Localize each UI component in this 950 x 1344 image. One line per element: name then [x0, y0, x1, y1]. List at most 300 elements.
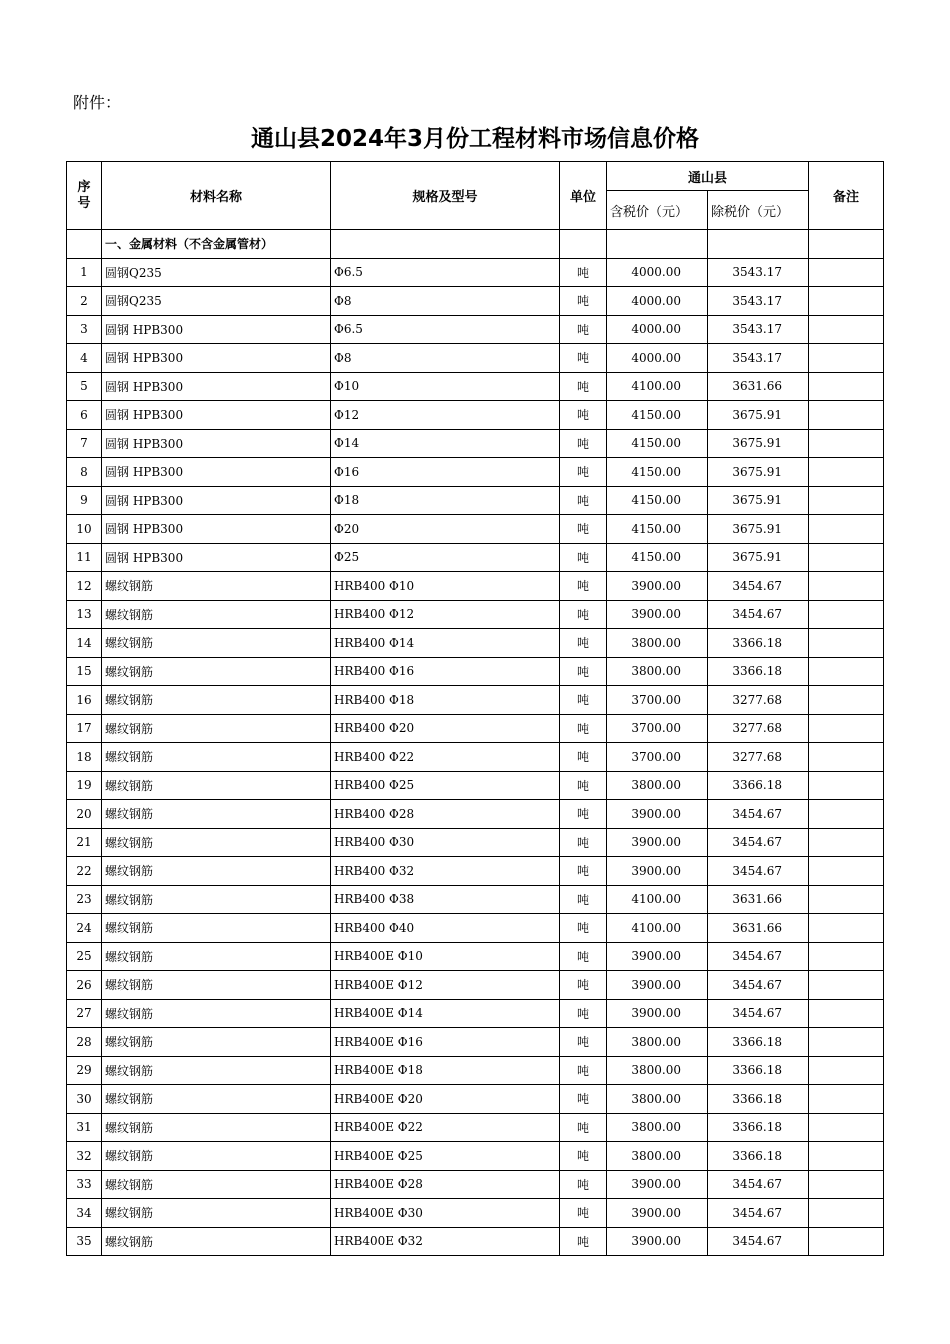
- row-material-name: 圆钢 HPB300: [102, 486, 331, 515]
- row-spec: HRB400 Φ14: [331, 629, 560, 658]
- row-seq: 4: [67, 344, 102, 373]
- row-spec: HRB400 Φ30: [331, 828, 560, 857]
- row-material-name: 螺纹钢筋: [102, 743, 331, 772]
- row-unit: 吨: [560, 315, 607, 344]
- row-seq: 17: [67, 714, 102, 743]
- table-row: [67, 714, 884, 743]
- row-price-tax: 3900.00: [607, 800, 708, 829]
- row-price-tax: 4150.00: [607, 515, 708, 544]
- row-unit: 吨: [560, 885, 607, 914]
- row-remark: [809, 344, 884, 373]
- table-row: [67, 1170, 884, 1199]
- row-price-notax: 3454.67: [708, 971, 809, 1000]
- row-spec: Φ10: [331, 372, 560, 401]
- row-seq: 12: [67, 572, 102, 601]
- row-seq: 1: [67, 258, 102, 287]
- row-price-notax: 3454.67: [708, 999, 809, 1028]
- row-seq: 10: [67, 515, 102, 544]
- row-unit: 吨: [560, 372, 607, 401]
- row-seq: 7: [67, 429, 102, 458]
- row-seq: 31: [67, 1113, 102, 1142]
- table-row: [67, 657, 884, 686]
- row-spec: HRB400 Φ38: [331, 885, 560, 914]
- row-seq: 27: [67, 999, 102, 1028]
- row-price-tax: 3800.00: [607, 771, 708, 800]
- row-price-tax: 3900.00: [607, 828, 708, 857]
- row-remark: [809, 914, 884, 943]
- row-spec: Φ8: [331, 344, 560, 373]
- row-seq: 15: [67, 657, 102, 686]
- row-spec: HRB400E Φ32: [331, 1227, 560, 1256]
- row-material-name: 螺纹钢筋: [102, 971, 331, 1000]
- header-price-tax: 含税价（元）: [607, 191, 708, 230]
- row-material-name: 螺纹钢筋: [102, 629, 331, 658]
- row-price-tax: 4100.00: [607, 914, 708, 943]
- row-seq: 6: [67, 401, 102, 430]
- row-unit: 吨: [560, 857, 607, 886]
- table-row: [67, 743, 884, 772]
- row-spec: HRB400E Φ18: [331, 1056, 560, 1085]
- row-price-notax: 3675.91: [708, 515, 809, 544]
- row-spec: HRB400E Φ25: [331, 1142, 560, 1171]
- row-remark: [809, 258, 884, 287]
- row-spec: HRB400E Φ14: [331, 999, 560, 1028]
- table-row: [67, 857, 884, 886]
- header-name: 材料名称: [102, 162, 331, 230]
- row-material-name: 圆钢 HPB300: [102, 429, 331, 458]
- table-row: [67, 315, 884, 344]
- table-row: [67, 1113, 884, 1142]
- row-price-tax: 4150.00: [607, 458, 708, 487]
- section-seq-cell: [67, 230, 102, 259]
- row-spec: HRB400E Φ10: [331, 942, 560, 971]
- row-price-notax: 3675.91: [708, 401, 809, 430]
- row-price-notax: 3543.17: [708, 344, 809, 373]
- row-unit: 吨: [560, 914, 607, 943]
- row-seq: 3: [67, 315, 102, 344]
- header-price-notax: 除税价（元）: [708, 191, 809, 230]
- row-price-tax: 3700.00: [607, 743, 708, 772]
- row-price-notax: 3454.67: [708, 572, 809, 601]
- row-unit: 吨: [560, 1142, 607, 1171]
- row-unit: 吨: [560, 629, 607, 658]
- row-material-name: 螺纹钢筋: [102, 1028, 331, 1057]
- row-price-notax: 3543.17: [708, 287, 809, 316]
- row-price-notax: 3675.91: [708, 429, 809, 458]
- row-material-name: 螺纹钢筋: [102, 714, 331, 743]
- row-remark: [809, 372, 884, 401]
- row-price-tax: 3800.00: [607, 629, 708, 658]
- row-unit: 吨: [560, 771, 607, 800]
- row-price-tax: 3900.00: [607, 1199, 708, 1228]
- row-spec: HRB400 Φ22: [331, 743, 560, 772]
- row-unit: 吨: [560, 1028, 607, 1057]
- row-material-name: 螺纹钢筋: [102, 885, 331, 914]
- row-material-name: 圆钢 HPB300: [102, 372, 331, 401]
- row-unit: 吨: [560, 1170, 607, 1199]
- row-material-name: 螺纹钢筋: [102, 1085, 331, 1114]
- row-unit: 吨: [560, 743, 607, 772]
- table-row: [67, 486, 884, 515]
- row-price-tax: 3900.00: [607, 971, 708, 1000]
- row-seq: 23: [67, 885, 102, 914]
- row-unit: 吨: [560, 686, 607, 715]
- row-seq: 5: [67, 372, 102, 401]
- row-price-notax: 3366.18: [708, 1113, 809, 1142]
- row-price-tax: 4000.00: [607, 258, 708, 287]
- row-price-tax: 3800.00: [607, 1085, 708, 1114]
- row-price-notax: 3631.66: [708, 914, 809, 943]
- row-material-name: 圆钢 HPB300: [102, 515, 331, 544]
- row-unit: 吨: [560, 714, 607, 743]
- row-remark: [809, 743, 884, 772]
- row-price-notax: 3675.91: [708, 486, 809, 515]
- row-material-name: 螺纹钢筋: [102, 1142, 331, 1171]
- row-spec: HRB400 Φ20: [331, 714, 560, 743]
- section-remark-cell: [809, 230, 884, 259]
- row-price-notax: 3366.18: [708, 1085, 809, 1114]
- row-seq: 25: [67, 942, 102, 971]
- row-price-notax: 3366.18: [708, 1142, 809, 1171]
- row-spec: Φ25: [331, 543, 560, 572]
- row-material-name: 螺纹钢筋: [102, 600, 331, 629]
- row-remark: [809, 401, 884, 430]
- section-unit-cell: [560, 230, 607, 259]
- table-row: [67, 1227, 884, 1256]
- row-spec: HRB400E Φ12: [331, 971, 560, 1000]
- row-spec: HRB400E Φ30: [331, 1199, 560, 1228]
- row-price-tax: 3900.00: [607, 857, 708, 886]
- row-seq: 24: [67, 914, 102, 943]
- row-unit: 吨: [560, 429, 607, 458]
- table-row: [67, 999, 884, 1028]
- row-material-name: 螺纹钢筋: [102, 828, 331, 857]
- section-spec-cell: [331, 230, 560, 259]
- row-remark: [809, 942, 884, 971]
- row-material-name: 圆钢Q235: [102, 258, 331, 287]
- row-unit: 吨: [560, 1199, 607, 1228]
- row-spec: HRB400 Φ28: [331, 800, 560, 829]
- table-row: [67, 686, 884, 715]
- row-remark: [809, 458, 884, 487]
- row-price-tax: 4150.00: [607, 486, 708, 515]
- row-unit: 吨: [560, 999, 607, 1028]
- row-remark: [809, 572, 884, 601]
- row-spec: Φ8: [331, 287, 560, 316]
- row-price-notax: 3366.18: [708, 771, 809, 800]
- row-price-notax: 3454.67: [708, 942, 809, 971]
- table-row: [67, 914, 884, 943]
- row-price-tax: 3700.00: [607, 686, 708, 715]
- row-price-notax: 3454.67: [708, 1170, 809, 1199]
- row-seq: 34: [67, 1199, 102, 1228]
- row-price-tax: 4000.00: [607, 344, 708, 373]
- row-spec: Φ6.5: [331, 315, 560, 344]
- row-material-name: 圆钢 HPB300: [102, 543, 331, 572]
- row-price-tax: 3900.00: [607, 600, 708, 629]
- row-unit: 吨: [560, 1085, 607, 1114]
- row-seq: 19: [67, 771, 102, 800]
- attachment-label: 附件：: [73, 93, 122, 112]
- row-seq: 20: [67, 800, 102, 829]
- row-spec: Φ20: [331, 515, 560, 544]
- row-unit: 吨: [560, 287, 607, 316]
- table-row: [67, 1199, 884, 1228]
- section-row: [67, 230, 884, 259]
- header-seq: [67, 162, 102, 230]
- row-remark: [809, 971, 884, 1000]
- row-price-notax: 3454.67: [708, 828, 809, 857]
- row-remark: [809, 600, 884, 629]
- row-remark: [809, 629, 884, 658]
- row-unit: 吨: [560, 344, 607, 373]
- row-remark: [809, 657, 884, 686]
- row-price-tax: 4000.00: [607, 287, 708, 316]
- section-notax-cell: [708, 230, 809, 259]
- row-material-name: 螺纹钢筋: [102, 771, 331, 800]
- row-spec: HRB400E Φ28: [331, 1170, 560, 1199]
- table-row: [67, 572, 884, 601]
- section-title: 一、金属材料（不含金属管材）: [102, 230, 331, 259]
- row-remark: [809, 543, 884, 572]
- row-unit: 吨: [560, 1056, 607, 1085]
- row-unit: 吨: [560, 942, 607, 971]
- row-unit: 吨: [560, 515, 607, 544]
- row-material-name: 螺纹钢筋: [102, 572, 331, 601]
- row-seq: 29: [67, 1056, 102, 1085]
- row-unit: 吨: [560, 458, 607, 487]
- row-seq: 2: [67, 287, 102, 316]
- row-price-tax: 4100.00: [607, 885, 708, 914]
- section-tax-cell: [607, 230, 708, 259]
- row-unit: 吨: [560, 971, 607, 1000]
- row-price-tax: 4150.00: [607, 429, 708, 458]
- row-spec: Φ6.5: [331, 258, 560, 287]
- table-row: [67, 287, 884, 316]
- row-price-notax: 3675.91: [708, 458, 809, 487]
- row-spec: HRB400 Φ25: [331, 771, 560, 800]
- row-unit: 吨: [560, 572, 607, 601]
- row-price-tax: 3900.00: [607, 1170, 708, 1199]
- header-remark: 备注: [809, 162, 884, 230]
- row-remark: [809, 1170, 884, 1199]
- row-unit: 吨: [560, 543, 607, 572]
- row-spec: HRB400 Φ10: [331, 572, 560, 601]
- row-remark: [809, 686, 884, 715]
- table-row: [67, 600, 884, 629]
- row-material-name: 螺纹钢筋: [102, 1170, 331, 1199]
- table-row: [67, 258, 884, 287]
- row-seq: 9: [67, 486, 102, 515]
- row-seq: 33: [67, 1170, 102, 1199]
- table-row: [67, 1085, 884, 1114]
- row-material-name: 螺纹钢筋: [102, 800, 331, 829]
- row-remark: [809, 1142, 884, 1171]
- row-seq: 28: [67, 1028, 102, 1057]
- row-remark: [809, 1227, 884, 1256]
- row-remark: [809, 486, 884, 515]
- row-price-notax: 3454.67: [708, 600, 809, 629]
- row-spec: Φ12: [331, 401, 560, 430]
- row-spec: HRB400 Φ18: [331, 686, 560, 715]
- row-seq: 13: [67, 600, 102, 629]
- row-seq: 21: [67, 828, 102, 857]
- row-unit: 吨: [560, 258, 607, 287]
- row-remark: [809, 857, 884, 886]
- table-row: [67, 1028, 884, 1057]
- row-price-tax: 3800.00: [607, 1028, 708, 1057]
- row-price-notax: 3366.18: [708, 629, 809, 658]
- row-price-notax: 3277.68: [708, 686, 809, 715]
- row-material-name: 螺纹钢筋: [102, 657, 331, 686]
- table-row: [67, 458, 884, 487]
- table-row: [67, 1056, 884, 1085]
- row-remark: [809, 1028, 884, 1057]
- row-material-name: 圆钢 HPB300: [102, 458, 331, 487]
- row-material-name: 圆钢 HPB300: [102, 315, 331, 344]
- table-row: [67, 515, 884, 544]
- row-price-notax: 3277.68: [708, 714, 809, 743]
- row-unit: 吨: [560, 486, 607, 515]
- header-seq-label: 序号: [77, 179, 91, 211]
- row-remark: [809, 1085, 884, 1114]
- table-row: [67, 429, 884, 458]
- row-remark: [809, 771, 884, 800]
- row-price-notax: 3454.67: [708, 800, 809, 829]
- row-seq: 30: [67, 1085, 102, 1114]
- row-price-notax: 3454.67: [708, 1227, 809, 1256]
- row-price-tax: 3900.00: [607, 942, 708, 971]
- header-unit: 单位: [560, 162, 607, 230]
- row-material-name: 螺纹钢筋: [102, 1227, 331, 1256]
- row-spec: HRB400 Φ12: [331, 600, 560, 629]
- row-remark: [809, 828, 884, 857]
- table-row: [67, 885, 884, 914]
- table-row: [67, 828, 884, 857]
- row-price-tax: 4000.00: [607, 315, 708, 344]
- page-title: 通山县2024年3月份工程材料市场信息价格: [250, 126, 700, 152]
- row-spec: HRB400 Φ40: [331, 914, 560, 943]
- row-spec: Φ18: [331, 486, 560, 515]
- row-material-name: 圆钢Q235: [102, 287, 331, 316]
- table-row: [67, 1142, 884, 1171]
- row-unit: 吨: [560, 600, 607, 629]
- row-remark: [809, 800, 884, 829]
- header-spec: 规格及型号: [331, 162, 560, 230]
- row-remark: [809, 315, 884, 344]
- table-row: [67, 344, 884, 373]
- table-row: [67, 401, 884, 430]
- row-price-tax: 3900.00: [607, 999, 708, 1028]
- table-row: [67, 543, 884, 572]
- row-price-tax: 4150.00: [607, 401, 708, 430]
- row-price-tax: 4100.00: [607, 372, 708, 401]
- row-remark: [809, 1113, 884, 1142]
- row-price-notax: 3366.18: [708, 1028, 809, 1057]
- row-seq: 26: [67, 971, 102, 1000]
- row-remark: [809, 1056, 884, 1085]
- table-row: [67, 629, 884, 658]
- row-material-name: 圆钢 HPB300: [102, 401, 331, 430]
- row-price-notax: 3543.17: [708, 315, 809, 344]
- row-remark: [809, 287, 884, 316]
- row-material-name: 圆钢 HPB300: [102, 344, 331, 373]
- row-spec: HRB400 Φ32: [331, 857, 560, 886]
- row-material-name: 螺纹钢筋: [102, 686, 331, 715]
- row-remark: [809, 429, 884, 458]
- row-seq: 11: [67, 543, 102, 572]
- row-material-name: 螺纹钢筋: [102, 999, 331, 1028]
- row-material-name: 螺纹钢筋: [102, 857, 331, 886]
- row-unit: 吨: [560, 1113, 607, 1142]
- row-seq: 8: [67, 458, 102, 487]
- row-seq: 35: [67, 1227, 102, 1256]
- row-remark: [809, 885, 884, 914]
- row-price-tax: 3800.00: [607, 1113, 708, 1142]
- row-remark: [809, 999, 884, 1028]
- row-price-notax: 3277.68: [708, 743, 809, 772]
- table-row: [67, 800, 884, 829]
- row-price-notax: 3366.18: [708, 657, 809, 686]
- row-price-tax: 3700.00: [607, 714, 708, 743]
- row-price-notax: 3454.67: [708, 1199, 809, 1228]
- row-seq: 14: [67, 629, 102, 658]
- row-remark: [809, 714, 884, 743]
- header-region: 通山县: [607, 162, 809, 191]
- row-price-tax: 3900.00: [607, 572, 708, 601]
- table-row: [67, 942, 884, 971]
- row-price-notax: 3631.66: [708, 372, 809, 401]
- row-price-tax: 3800.00: [607, 1142, 708, 1171]
- row-unit: 吨: [560, 657, 607, 686]
- row-seq: 16: [67, 686, 102, 715]
- row-price-tax: 4150.00: [607, 543, 708, 572]
- row-price-tax: 3900.00: [607, 1227, 708, 1256]
- row-seq: 22: [67, 857, 102, 886]
- row-seq: 32: [67, 1142, 102, 1171]
- row-spec: HRB400E Φ22: [331, 1113, 560, 1142]
- row-price-notax: 3366.18: [708, 1056, 809, 1085]
- row-remark: [809, 515, 884, 544]
- row-unit: 吨: [560, 800, 607, 829]
- row-seq: 18: [67, 743, 102, 772]
- row-spec: HRB400 Φ16: [331, 657, 560, 686]
- table-row: [67, 971, 884, 1000]
- row-unit: 吨: [560, 1227, 607, 1256]
- row-spec: Φ14: [331, 429, 560, 458]
- row-material-name: 螺纹钢筋: [102, 1199, 331, 1228]
- row-material-name: 螺纹钢筋: [102, 942, 331, 971]
- row-unit: 吨: [560, 401, 607, 430]
- row-material-name: 螺纹钢筋: [102, 914, 331, 943]
- row-price-tax: 3800.00: [607, 657, 708, 686]
- table-row: [67, 372, 884, 401]
- row-price-notax: 3454.67: [708, 857, 809, 886]
- row-unit: 吨: [560, 828, 607, 857]
- row-remark: [809, 1199, 884, 1228]
- row-spec: HRB400E Φ16: [331, 1028, 560, 1057]
- row-price-tax: 3800.00: [607, 1056, 708, 1085]
- row-price-notax: 3675.91: [708, 543, 809, 572]
- row-spec: Φ16: [331, 458, 560, 487]
- price-table: [66, 161, 884, 1256]
- row-price-notax: 3543.17: [708, 258, 809, 287]
- row-spec: HRB400E Φ20: [331, 1085, 560, 1114]
- row-price-notax: 3631.66: [708, 885, 809, 914]
- row-material-name: 螺纹钢筋: [102, 1056, 331, 1085]
- table-row: [67, 771, 884, 800]
- row-material-name: 螺纹钢筋: [102, 1113, 331, 1142]
